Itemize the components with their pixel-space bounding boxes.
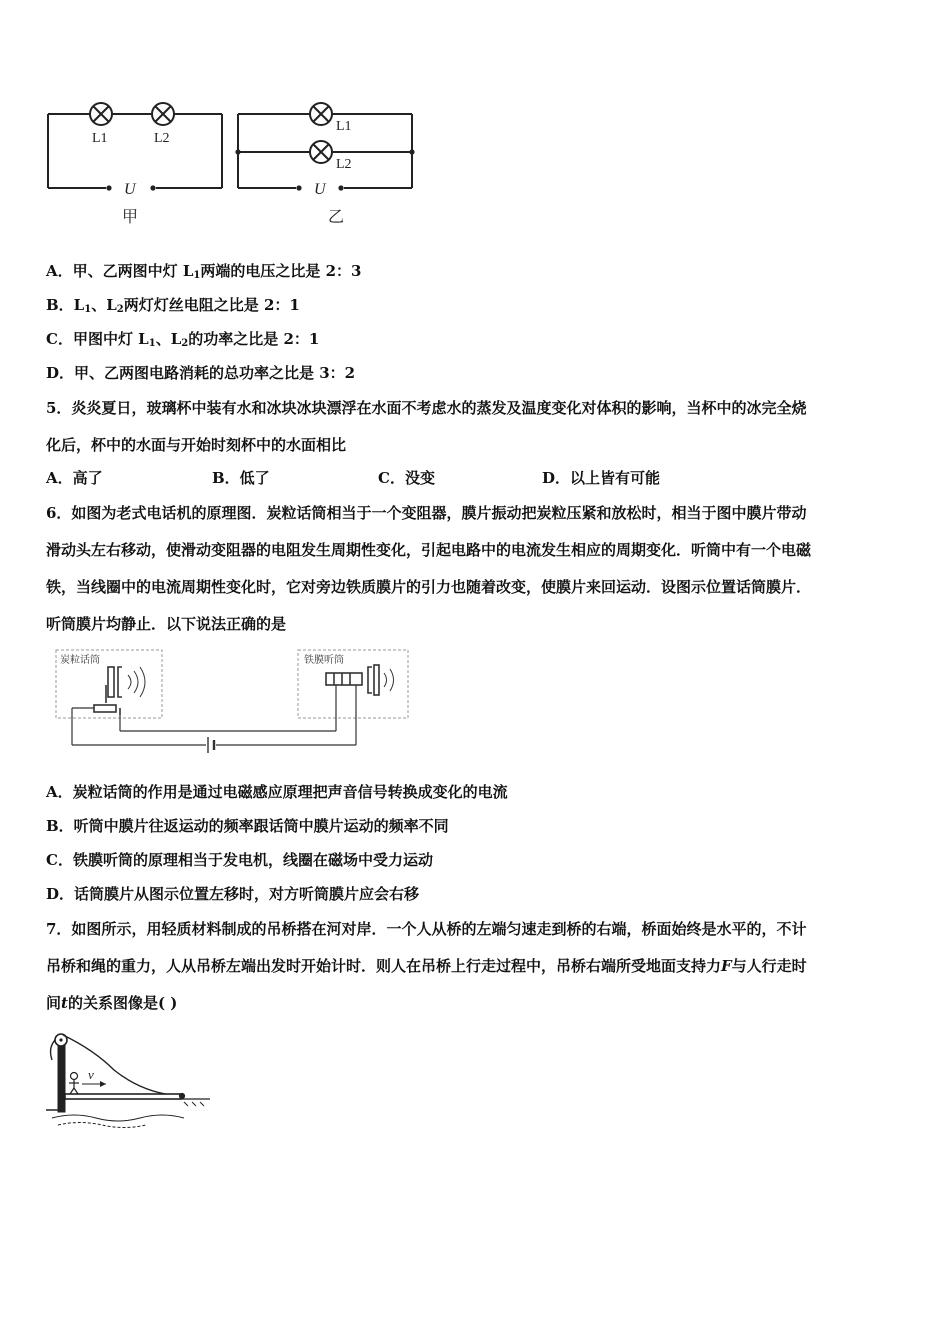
q6-stem-line4: 听筒膜片均静止．以下说法正确的是 [46, 615, 287, 633]
q6-option-b[interactable]: B．听筒中膜片往返运动的频率跟话筒中膜片运动的频率不同 [46, 817, 449, 835]
q7-stem-line2: 吊桥和绳的重力，人从吊桥左端出发时开始计时．则人在吊桥上行走过程中，吊桥右端所受地面支持力F与人行走时 [46, 957, 807, 975]
caption-yi: 乙 [328, 209, 345, 226]
q6-option-a[interactable]: A．炭粒话筒的作用是通过电磁感应原理把声音信号转换成变化的电流 [46, 783, 508, 801]
q7-stem-line1: 7．如图所示，用轻质材料制成的吊桥搭在河对岸．一个人从桥的左端匀速走到桥的右端，桥面始终是水平的，不计 [46, 920, 807, 938]
circuit-figure [40, 96, 430, 236]
q4-option-c[interactable]: C．甲图中灯 $L_1$、$L_2$的功率之比是 2：1 [46, 330, 320, 349]
person-icon [71, 1073, 78, 1080]
q4-option-b[interactable]: B．$L_1$、$L_2$两灯灯丝电阻之比是 2：1 [46, 296, 300, 315]
bridge-deck [65, 1094, 181, 1099]
q6-option-c[interactable]: C．铁膜听筒的原理相当于发电机，线圈在磁场中受力运动 [46, 851, 433, 869]
label-l1: L1 [336, 119, 352, 134]
iron-diaphragm-icon [374, 665, 379, 695]
q5-option-a[interactable]: A．高了 [46, 469, 103, 487]
q6-stem-line3: 铁，当线圈中的电流周期性变化时，它对旁边铁质膜片的引力也随着改变，使膜片来回运动．设图示位置话筒膜片． [46, 578, 812, 596]
q5-option-d[interactable]: D．以上皆有可能 [542, 469, 661, 487]
q4-option-a[interactable]: A．甲、乙两图中灯 $L_1$两端的电压之比是 2：3 [46, 262, 362, 281]
q7-stem-line3: 间t的关系图像是( ) [46, 994, 178, 1012]
q5-stem-line1: 5．炎炎夏日，玻璃杯中装有水和冰块冰块漂浮在水面不考虑水的蒸发及温度变化对体积的影响，当杯中的冰完全烧 [46, 399, 807, 417]
label-u: U [314, 181, 326, 198]
hinge-icon [179, 1093, 184, 1098]
earpiece-label: 铁膜听筒 [304, 655, 344, 666]
telephone-figure [50, 645, 420, 760]
q4-option-d[interactable]: D．甲、乙两图电路消耗的总功率之比是 3：2 [46, 364, 356, 382]
label-l2: L2 [154, 131, 170, 146]
label-u: U [124, 181, 136, 198]
rope [63, 1035, 182, 1096]
q6-option-d[interactable]: D．话筒膜片从图示位置左移时，对方听筒膜片应会右移 [46, 885, 420, 903]
q5-option-b[interactable]: B．低了 [212, 469, 270, 487]
coil-icon [326, 673, 362, 685]
label-l1: L1 [92, 131, 108, 146]
q5-stem-line2: 化后，杯中的水面与开始时刻杯中的水面相比 [46, 436, 347, 454]
label-l2: L2 [336, 157, 352, 172]
q6-stem-line2: 滑动头左右移动，使滑动变阻器的电阻发生周期性变化，引起电路中的电流发生相应的周期变化．听筒中有一个电磁 [46, 541, 812, 559]
q5-option-c[interactable]: C．没变 [378, 469, 435, 487]
carbon-granule-icon [108, 667, 114, 697]
drawbridge-figure [44, 1030, 214, 1135]
pillar-icon [58, 1040, 65, 1112]
caption-jia: 甲 [122, 209, 139, 226]
q6-stem-line1: 6．如图为老式电话机的原理图．炭粒话筒相当于一个变阻器，膜片振动把炭粒压紧和放松时，相当于图中膜片带动 [46, 504, 807, 522]
velocity-label: v [88, 1067, 94, 1082]
mic-label: 炭粒话筒 [60, 655, 100, 666]
rheostat-icon [94, 705, 116, 712]
